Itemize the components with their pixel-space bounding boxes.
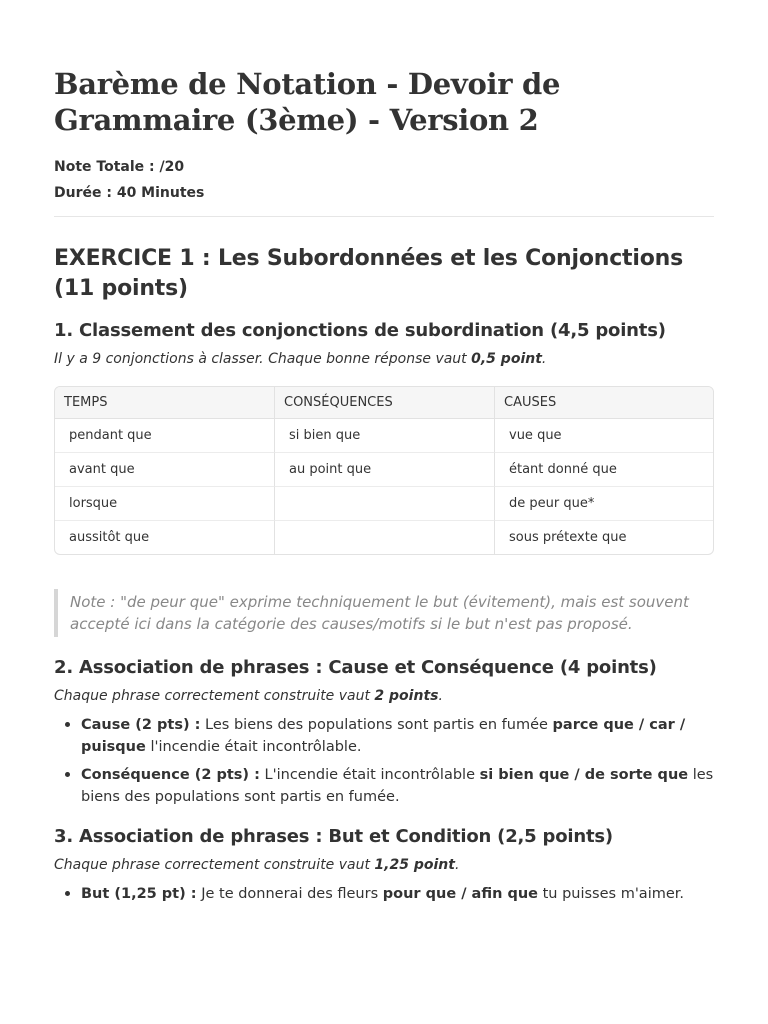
table-cell: aussitôt que	[69, 530, 150, 545]
section-2-heading: 2. Association de phrases : Cause et Conséquence (4 points)	[54, 657, 657, 678]
table-cell: au point que	[274, 453, 494, 487]
divider	[54, 216, 714, 217]
column-header-temps: TEMPS	[55, 387, 274, 419]
table-cell: si bien que	[274, 419, 494, 453]
table-header-row	[55, 387, 713, 419]
intro-points: 1,25 point	[374, 857, 455, 873]
table-row	[55, 487, 713, 521]
table-cell	[274, 521, 494, 554]
intro-text: Il y a 9 conjonctions à classer. Chaque bonne réponse vaut	[54, 351, 472, 367]
section-2-intro	[54, 686, 714, 706]
table-cell: avant que	[55, 453, 274, 487]
table-row	[55, 453, 713, 487]
intro-end: .	[541, 351, 547, 367]
exercise-heading: EXERCICE 1 : Les Subordonnées et les Conjonctions (11 points)	[54, 246, 683, 301]
table-cell: lorsque	[55, 487, 274, 521]
column-header-causes: CAUSES	[494, 387, 713, 419]
intro-points: 0,5 point	[471, 351, 542, 367]
item-conjunctions: si bien que / de sorte que	[479, 767, 689, 783]
table-row	[55, 419, 713, 453]
item-text: Je te donnerai des fleurs	[196, 886, 383, 902]
section-1-heading: 1. Classement des conjonctions de subordination (4,5 points)	[54, 320, 666, 341]
section-1-intro	[54, 349, 714, 369]
note-blockquote: Note : "de peur que" exprime techniquement le but (évitement), mais est souvent accepté ici dans la catégorie des causes/motifs si le but n'est pas proposé.	[54, 589, 714, 637]
item-conjunctions: pour que / afin que	[382, 886, 538, 902]
intro-points: 2 points	[374, 688, 439, 704]
list-item-but	[81, 883, 714, 905]
intro-end: .	[454, 857, 460, 873]
section-3-heading: 3. Association de phrases : But et Condition (2,5 points)	[54, 826, 613, 847]
table-cell: de peur que*	[494, 487, 713, 521]
item-text: tu puisses m'aimer.	[537, 886, 685, 902]
list-item-cause	[81, 714, 714, 758]
intro-text: Chaque phrase correctement construite vaut	[54, 688, 375, 704]
table-row	[55, 521, 713, 554]
column-header-consequences: CONSÉQUENCES	[274, 387, 494, 419]
duree: Durée : 40 Minutes	[54, 185, 205, 201]
item-text: l'incendie était incontrôlable.	[145, 739, 362, 755]
note-totale: Note Totale : /20	[54, 159, 185, 175]
list-item-consequence	[81, 764, 714, 808]
item-text: Les biens des populations sont partis en fumée	[200, 717, 553, 733]
item-text: les biens des populations sont partis en fumée.	[81, 767, 714, 805]
section-2-list	[54, 714, 714, 808]
table-cell	[274, 487, 494, 521]
section-3-intro	[54, 855, 714, 875]
document-title: Barème de Notation - Devoir de Grammaire (3ème) - Version 2	[54, 67, 561, 137]
item-conjunctions: parce que / car / puisque	[81, 717, 686, 755]
table-cell: pendant que	[55, 419, 274, 453]
table-cell: sous prétexte que	[494, 521, 713, 554]
intro-text: Chaque phrase correctement construite vaut	[54, 857, 375, 873]
conjunction-table	[54, 386, 714, 555]
table-cell: étant donné que	[494, 453, 713, 487]
intro-end: .	[438, 688, 443, 704]
item-label: Conséquence (2 pts) :	[81, 767, 260, 783]
table-cell: vue que	[494, 419, 713, 453]
section-3-list	[54, 883, 714, 905]
item-label: But (1,25 pt) :	[81, 886, 197, 902]
item-text: L'incendie était incontrôlable	[259, 767, 480, 783]
item-label: Cause (2 pts) :	[81, 717, 201, 733]
